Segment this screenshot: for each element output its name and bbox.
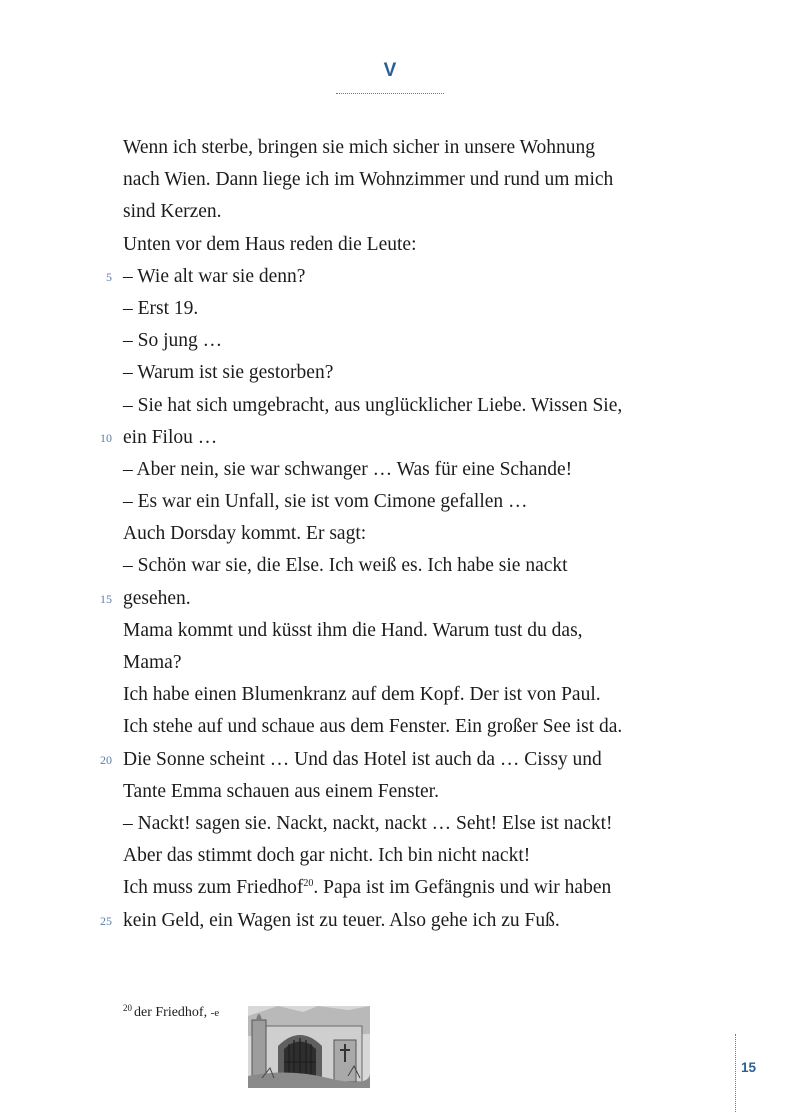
line-text: Die Sonne scheint … Und das Hotel ist auch da … Cissy und bbox=[123, 748, 602, 770]
footnote-number: 20 bbox=[123, 1003, 132, 1013]
footnote bbox=[123, 1005, 219, 1021]
line-content bbox=[123, 261, 305, 293]
line-text: Wenn ich sterbe, bringen sie mich sicher in unsere Wohnung bbox=[123, 137, 595, 158]
line-content bbox=[123, 583, 191, 615]
text-line bbox=[0, 808, 790, 840]
text-line bbox=[0, 518, 790, 550]
line-text: – Wie alt war sie denn? bbox=[123, 265, 306, 287]
line-text: gesehen. bbox=[123, 587, 191, 609]
line-content bbox=[123, 744, 602, 776]
text-line bbox=[0, 550, 790, 582]
text-line bbox=[0, 486, 790, 518]
text-line bbox=[0, 132, 790, 164]
line-text: Ich muss zum Friedhof bbox=[123, 877, 304, 899]
line-text: Unten vor dem Haus reden die Leute: bbox=[123, 233, 417, 255]
line-text: sind Kerzen. bbox=[123, 201, 222, 223]
text-line bbox=[0, 744, 790, 776]
text-line bbox=[0, 647, 790, 679]
line-text: – Schön war sie, die Else. Ich weiß es. Ich habe sie nackt bbox=[123, 555, 568, 577]
text-line bbox=[0, 615, 790, 647]
line-text: Mama? bbox=[123, 652, 182, 673]
footnote-term: der Friedhof, bbox=[134, 1005, 208, 1020]
line-content bbox=[123, 325, 222, 357]
text-line bbox=[0, 905, 790, 937]
line-content bbox=[123, 518, 366, 550]
text-line bbox=[0, 422, 790, 454]
line-text: – Erst 19. bbox=[123, 297, 199, 319]
line-text: ein Filou … bbox=[123, 426, 218, 448]
line-text: – So jung … bbox=[123, 330, 223, 352]
line-text: Ich habe einen Blumenkranz auf dem Kopf. Der ist von Paul. bbox=[123, 684, 601, 706]
line-text-continued: . Papa ist im Gefängnis und wir haben bbox=[313, 877, 612, 899]
line-content bbox=[123, 229, 416, 261]
line-content bbox=[123, 164, 613, 196]
text-line bbox=[0, 872, 790, 904]
line-number: 10 bbox=[100, 430, 112, 445]
line-text: Auch Dorsday kommt. Er sagt: bbox=[123, 523, 367, 545]
text-line bbox=[0, 840, 790, 872]
text-line bbox=[0, 293, 790, 325]
line-content bbox=[123, 422, 217, 454]
footnote-reference[interactable]: 20 bbox=[303, 878, 314, 890]
line-number: 25 bbox=[100, 913, 112, 928]
line-text: – Nackt! sagen sie. Nackt, nackt, nackt … Seht! Else ist nackt! bbox=[123, 812, 613, 834]
line-content bbox=[123, 647, 181, 679]
line-content bbox=[123, 776, 439, 808]
text-line bbox=[0, 454, 790, 486]
line-text: kein Geld, ein Wagen ist zu teuer. Also gehe ich zu Fuß. bbox=[123, 909, 560, 931]
line-text: – Sie hat sich umgebracht, aus unglücklicher Liebe. Wissen Sie, bbox=[123, 394, 623, 416]
line-content bbox=[123, 808, 613, 840]
footnote-plural: -e bbox=[210, 1007, 220, 1019]
line-text: – Aber nein, sie war schwanger … Was für eine Schande! bbox=[123, 458, 573, 480]
page-number-divider bbox=[735, 1034, 736, 1112]
line-content bbox=[123, 390, 622, 422]
line-content bbox=[123, 486, 528, 518]
text-line bbox=[0, 229, 790, 261]
text-line bbox=[0, 679, 790, 711]
line-number: 20 bbox=[100, 752, 112, 767]
line-content bbox=[123, 872, 611, 904]
line-content bbox=[123, 840, 530, 872]
chapter-title: V bbox=[383, 60, 397, 81]
line-content bbox=[123, 905, 560, 937]
text-line bbox=[0, 357, 790, 389]
line-text: Tante Emma schauen aus einem Fenster. bbox=[123, 780, 439, 802]
body-text bbox=[0, 132, 790, 937]
line-content bbox=[123, 293, 198, 325]
line-text: Mama kommt und küsst ihm die Hand. Warum tust du das, bbox=[123, 619, 583, 641]
line-content bbox=[123, 196, 222, 228]
line-content bbox=[123, 454, 572, 486]
text-line bbox=[0, 711, 790, 743]
line-content bbox=[123, 615, 583, 647]
text-line bbox=[0, 583, 790, 615]
text-line bbox=[0, 325, 790, 357]
line-text: nach Wien. Dann liege ich im Wohnzimmer und rund um mich bbox=[123, 169, 614, 191]
page-number: 15 bbox=[741, 1060, 757, 1075]
line-number: 5 bbox=[106, 269, 112, 284]
cemetery-gate-illustration bbox=[248, 1006, 370, 1088]
line-content bbox=[123, 679, 601, 711]
line-content bbox=[123, 132, 595, 164]
line-content bbox=[123, 357, 333, 389]
chapter-divider bbox=[336, 93, 444, 94]
line-text: Aber das stimmt doch gar nicht. Ich bin nicht nackt! bbox=[123, 845, 531, 867]
text-line bbox=[0, 776, 790, 808]
line-content bbox=[123, 711, 622, 743]
line-text: – Es war ein Unfall, sie ist vom Cimone gefallen … bbox=[123, 491, 528, 513]
line-content bbox=[123, 550, 568, 582]
text-line bbox=[0, 261, 790, 293]
text-line bbox=[0, 196, 790, 228]
line-text: Ich stehe auf und schaue aus dem Fenster. Ein großer See ist da. bbox=[123, 716, 623, 738]
line-text: – Warum ist sie gestorben? bbox=[123, 362, 334, 384]
text-line bbox=[0, 390, 790, 422]
text-line bbox=[0, 164, 790, 196]
line-number: 15 bbox=[100, 591, 112, 606]
